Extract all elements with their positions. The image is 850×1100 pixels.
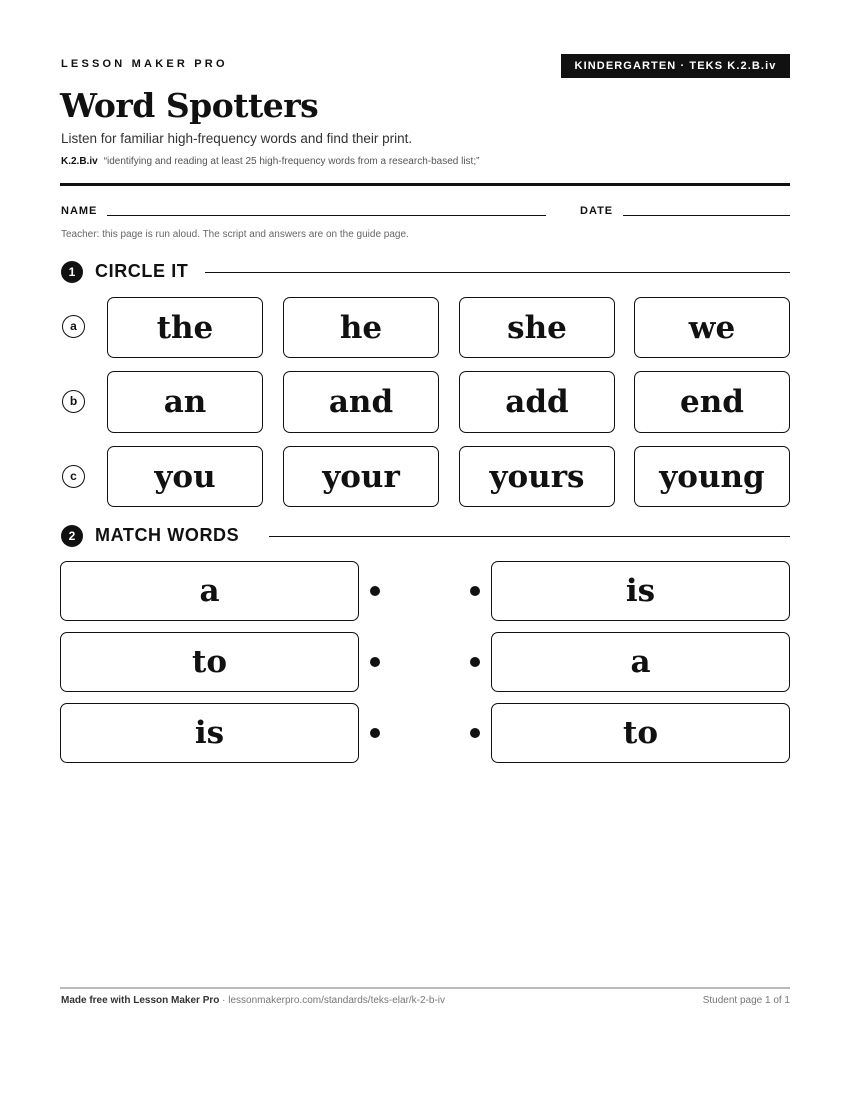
match-right-dot[interactable] (470, 728, 480, 738)
word-card[interactable]: and (283, 371, 439, 433)
match-right-dot[interactable] (470, 586, 480, 596)
word-card[interactable]: she (459, 297, 615, 358)
footer-page-number: Student page 1 of 1 (702, 995, 790, 1006)
date-label: DATE (580, 205, 614, 217)
match-left-dot[interactable] (370, 728, 380, 738)
match-left-card[interactable]: to (60, 632, 359, 692)
match-right-dot[interactable] (470, 657, 480, 667)
section-1-rule (205, 272, 790, 273)
footer-divider (60, 987, 790, 989)
page-title: Word Spotters (60, 86, 319, 125)
brand-name: LESSON MAKER PRO (61, 58, 228, 70)
match-right-card[interactable]: a (491, 632, 790, 692)
word-card[interactable]: we (634, 297, 790, 358)
section-1-number: 1 (61, 261, 83, 283)
row-letter-b: b (62, 390, 85, 413)
match-right-card[interactable]: to (491, 703, 790, 763)
word-card[interactable]: an (107, 371, 263, 433)
section-2-number: 2 (61, 525, 83, 547)
row-letter-c: c (62, 465, 85, 488)
section-2-rule (269, 536, 790, 537)
match-left-dot[interactable] (370, 586, 380, 596)
teacher-note: Teacher: this page is run aloud. The script and answers are on the guide page. (61, 229, 409, 240)
section-1-title: CIRCLE IT (95, 261, 189, 281)
header-divider (60, 183, 790, 186)
standard-text: “identifying and reading at least 25 high-frequency words from a research-based list;” (103, 156, 480, 167)
standard-code: K.2.B.iv (61, 156, 98, 167)
word-card[interactable]: end (634, 371, 790, 433)
word-card[interactable]: you (107, 446, 263, 507)
word-card[interactable]: add (459, 371, 615, 433)
word-card[interactable]: young (634, 446, 790, 507)
match-right-card[interactable]: is (491, 561, 790, 621)
footer-made-with: Made free with Lesson Maker Pro (61, 995, 220, 1006)
word-card[interactable]: your (283, 446, 439, 507)
word-card[interactable]: he (283, 297, 439, 358)
name-label: NAME (61, 205, 98, 217)
grade-standard-badge: KINDERGARTEN · TEKS K.2.B.iv (561, 54, 790, 78)
name-field[interactable] (107, 215, 546, 216)
date-field[interactable] (623, 215, 790, 216)
page-subtitle: Listen for familiar high-frequency words and find their print. (61, 131, 413, 146)
match-left-card[interactable]: a (60, 561, 359, 621)
section-2-title: MATCH WORDS (95, 525, 240, 545)
footer-url[interactable]: · lessonmakerpro.com/standards/teks-elar/k-2-b-iv (219, 995, 446, 1006)
match-left-card[interactable]: is (60, 703, 359, 763)
standard-description (61, 156, 479, 167)
match-left-dot[interactable] (370, 657, 380, 667)
footer-credit (61, 995, 445, 1006)
row-letter-a: a (62, 315, 85, 338)
word-card[interactable]: yours (459, 446, 615, 507)
word-card[interactable]: the (107, 297, 263, 358)
